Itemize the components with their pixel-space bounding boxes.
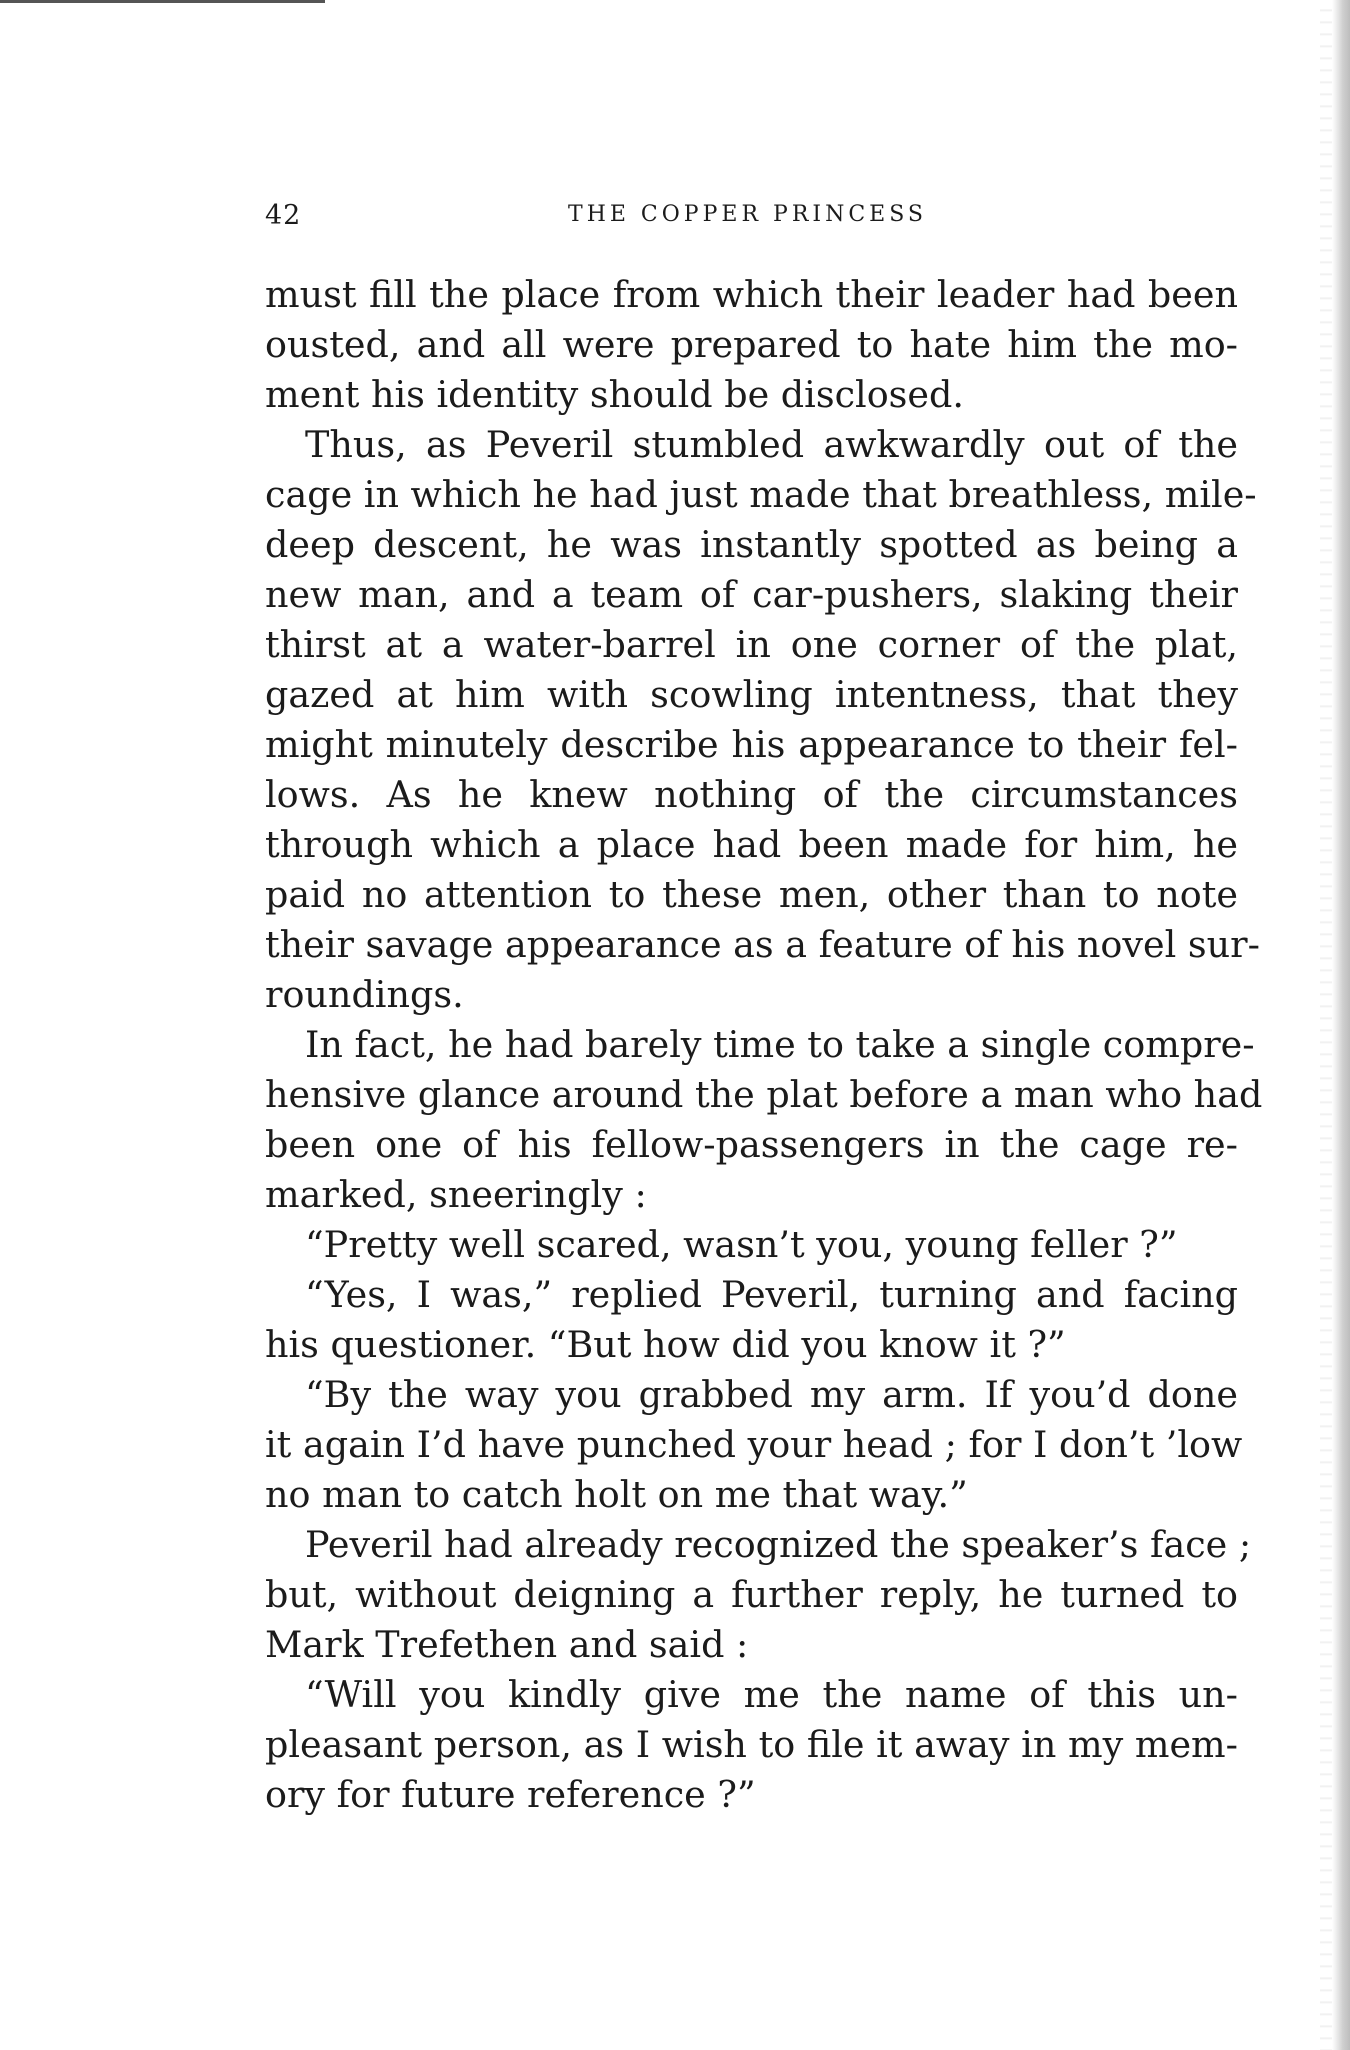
page-edge: [1332, 0, 1350, 2050]
text-line: through which a place had been made for him, he: [265, 823, 1238, 866]
page-number: 42: [265, 200, 302, 231]
text-line: roundings.: [265, 973, 464, 1016]
text-line: lows. As he knew nothing of the circumstances: [265, 773, 1238, 816]
text-line: might minutely describe his appearance to their fel-: [265, 723, 1238, 766]
text-line: no man to catch holt on me that way.”: [265, 1473, 968, 1516]
text-line: deep descent, he was instantly spotted as being a: [265, 523, 1238, 566]
paragraph-start-line: “Will you kindly give me the name of this un-: [305, 1673, 1238, 1716]
paragraph-start-line: “Yes, I was,” replied Peveril, turning and facing: [305, 1273, 1238, 1316]
paragraph-start-line: Thus, as Peveril stumbled awkwardly out of the: [305, 423, 1238, 466]
text-line: ousted, and all were prepared to hate him the mo-: [265, 323, 1238, 366]
paragraph-start-line: In fact, he had barely time to take a single compre-: [305, 1023, 1255, 1066]
text-line: ory for future reference ?”: [265, 1773, 756, 1816]
text-line: thirst at a water-barrel in one corner of the plat,: [265, 623, 1238, 666]
text-line: but, without deigning a further reply, he turned to: [265, 1573, 1238, 1616]
text-line: been one of his fellow-passengers in the cage re-: [265, 1123, 1238, 1166]
text-line: their savage appearance as a feature of his novel sur-: [265, 923, 1260, 966]
body-text: [265, 270, 1263, 1840]
text-line: hensive glance around the plat before a man who had: [265, 1073, 1263, 1116]
text-line: ment his identity should be disclosed.: [265, 373, 964, 416]
paragraph-start-line: Peveril had already recognized the speaker’s face ;: [305, 1523, 1252, 1566]
text-line: cage in which he had just made that breathless, mile-: [265, 473, 1257, 516]
text-line: gazed at him with scowling intentness, that they: [265, 673, 1238, 716]
text-line: marked, sneeringly :: [265, 1173, 647, 1216]
text-line: it again I’d have punched your head ; for I don’t ’low: [265, 1423, 1243, 1466]
running-head: [265, 200, 1230, 240]
text-line: paid no attention to these men, other than to note: [265, 873, 1238, 916]
text-line: must fill the place from which their leader had been: [265, 273, 1238, 316]
text-line: his questioner. “But how did you know it ?”: [265, 1323, 1066, 1366]
text-line: pleasant person, as I wish to file it away in my mem-: [265, 1723, 1238, 1766]
text-line: Mark Trefethen and said :: [265, 1623, 749, 1666]
paragraph-start-line: “By the way you grabbed my arm. If you’d done: [305, 1373, 1238, 1416]
running-title: THE COPPER PRINCESS: [568, 202, 927, 227]
top-rule: [0, 0, 325, 3]
text-line: new man, and a team of car-pushers, slaking their: [265, 573, 1238, 616]
binding-shadow: [1320, 0, 1332, 2050]
paragraph-start-line: “Pretty well scared, wasn’t you, young feller ?”: [305, 1223, 1178, 1266]
